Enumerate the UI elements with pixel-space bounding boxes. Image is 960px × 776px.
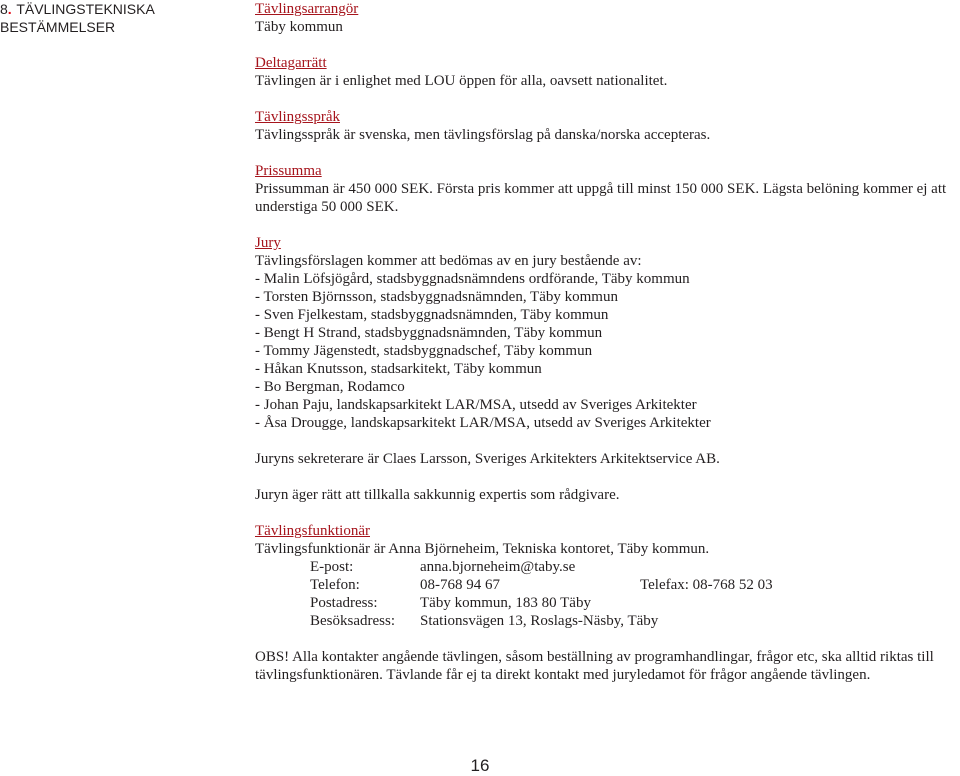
- chapter-title-line1: TÄVLINGSTEKNISKA: [16, 1, 155, 17]
- heading-arranger: Tävlingsarrangör: [255, 1, 359, 17]
- heading-language: Tävlingsspråk: [255, 109, 340, 125]
- contact-row-phone: [310, 576, 955, 594]
- heading-official: Tävlingsfunktionär: [255, 523, 370, 539]
- phone-label: Telefon:: [310, 577, 360, 593]
- email-value: anna.bjorneheim@taby.se: [420, 559, 576, 575]
- postal-value: Täby kommun, 183 80 Täby: [420, 595, 591, 611]
- jury-member-list: [255, 270, 955, 432]
- section-official: [255, 522, 955, 630]
- section-jury: [255, 234, 955, 432]
- chapter-dot: .: [7, 1, 12, 17]
- heading-prize: Prissumma: [255, 163, 322, 179]
- section-arranger: [255, 0, 955, 36]
- text-jury-intro: Tävlingsförslagen kommer att bedömas av en jury bestående av:: [255, 253, 642, 269]
- phone-value: 08-768 94 67: [420, 577, 500, 593]
- section-jury-secretary: [255, 450, 955, 468]
- contact-row-postal: [310, 594, 955, 612]
- section-language: [255, 108, 955, 144]
- main-content: [255, 0, 955, 702]
- contact-row-visit: [310, 612, 955, 630]
- page-number: 16: [470, 756, 490, 775]
- section-notice: [255, 648, 955, 684]
- contact-details: [310, 558, 955, 630]
- visit-value: Stationsvägen 13, Roslags-Näsby, Täby: [420, 613, 659, 629]
- postal-label: Postadress:: [310, 595, 378, 611]
- text-official: Tävlingsfunktionär är Anna Björneheim, Tekniska kontoret, Täby kommun.: [255, 541, 710, 557]
- chapter-title-line2: BESTÄMMELSER: [0, 19, 116, 35]
- jury-member: - Johan Paju, landskapsarkitekt LAR/MSA, utsedd av Sveriges Arkitekter: [255, 397, 697, 413]
- jury-member: - Tommy Jägenstedt, stadsbyggnadschef, Täby kommun: [255, 343, 593, 359]
- fax-value: Telefax: 08-768 52 03: [640, 577, 773, 593]
- visit-label: Besöksadress:: [310, 613, 395, 629]
- heading-jury: Jury: [255, 235, 281, 251]
- jury-member: - Bengt H Strand, stadsbyggnadsnämnden, Täby kommun: [255, 325, 603, 341]
- text-prize: Prissumman är 450 000 SEK. Första pris kommer att uppgå till minst 150 000 SEK. Lägsta belöning kommer ej att understiga 50 000 SEK.: [255, 181, 947, 215]
- jury-member: - Håkan Knutsson, stadsarkitekt, Täby kommun: [255, 361, 542, 377]
- heading-eligibility: Deltagarrätt: [255, 55, 327, 71]
- jury-member: - Torsten Björnsson, stadsbyggnadsnämnden, Täby kommun: [255, 289, 618, 305]
- section-prize: [255, 162, 955, 216]
- jury-member: - Malin Löfsjögård, stadsbyggnadsnämndens ordförande, Täby kommun: [255, 271, 690, 287]
- text-arranger: Täby kommun: [255, 19, 343, 35]
- text-jury-secretary: Juryns sekreterare är Claes Larsson, Sveriges Arkitekters Arkitektservice AB.: [255, 451, 720, 467]
- jury-member: - Sven Fjelkestam, stadsbyggnadsnämnden, Täby kommun: [255, 307, 609, 323]
- email-label: E-post:: [310, 559, 354, 575]
- text-eligibility: Tävlingen är i enlighet med LOU öppen för alla, oavsett nationalitet.: [255, 73, 668, 89]
- section-eligibility: [255, 54, 955, 90]
- text-notice: OBS! Alla kontakter angående tävlingen, såsom beställning av programhandlingar, frågor etc, ska alltid riktas till tävlingsfunktionären. Tävlande får ej ta direkt kontakt med juryledamot för frågor angående tävlingen.: [255, 649, 934, 683]
- chapter-heading: [0, 0, 245, 36]
- jury-member: - Bo Bergman, Rodamco: [255, 379, 405, 395]
- contact-row-email: [310, 558, 955, 576]
- chapter-number: 8: [0, 1, 8, 17]
- text-jury-experts: Juryn äger rätt att tillkalla sakkunnig expertis som rådgivare.: [255, 487, 620, 503]
- text-language: Tävlingsspråk är svenska, men tävlingsförslag på danska/norska accepteras.: [255, 127, 711, 143]
- jury-member: - Åsa Drougge, landskapsarkitekt LAR/MSA, utsedd av Sveriges Arkitekter: [255, 415, 711, 431]
- section-jury-experts: [255, 486, 955, 504]
